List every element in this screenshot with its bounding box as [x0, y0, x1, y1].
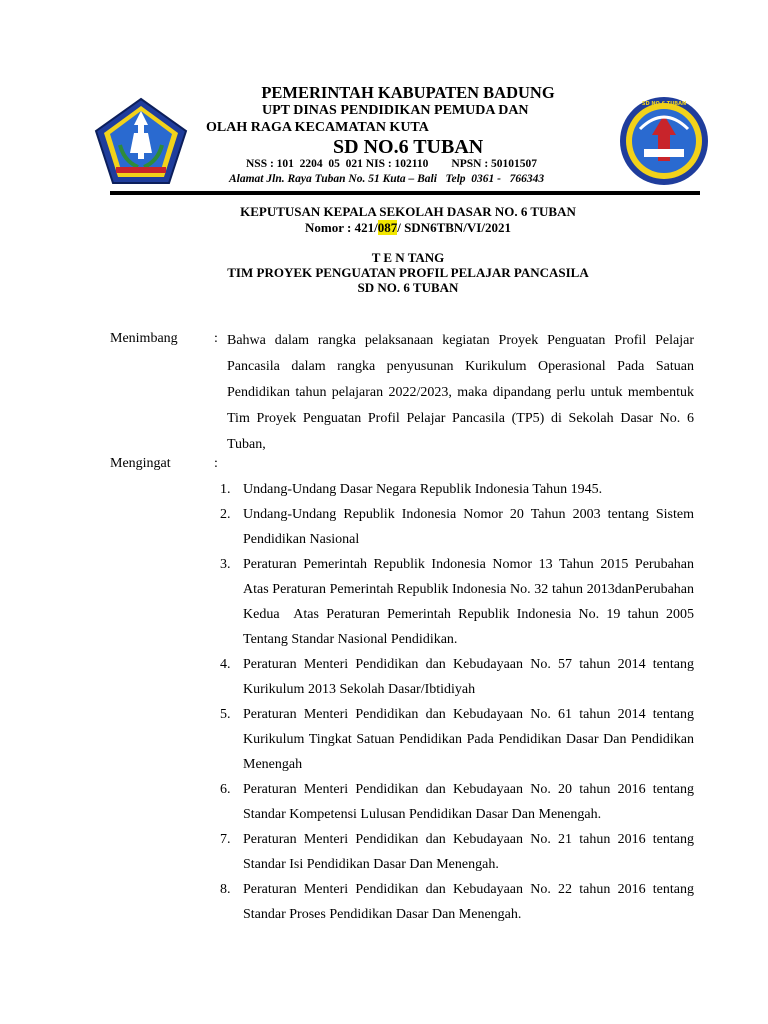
decree-number-prefix: Nomor : 421/: [305, 220, 378, 235]
letterhead-identifiers: NSS : 101 2204 05 021 NIS : 102110 NPSN : 50101507: [246, 158, 538, 170]
list-item: [216, 702, 694, 777]
mengingat-list: [216, 477, 698, 927]
letterhead-address: Alamat Jln. Raya Tuban No. 51 Kuta – Bali Telp 0361 - 766343: [229, 173, 545, 185]
letterhead-government: PEMERINTAH KABUPATEN BADUNG: [261, 83, 555, 102]
list-item-text: Undang-Undang Republik Indonesia Nomor 20 Tahun 2003 tentang Sistem Pendidikan Nasional: [243, 507, 694, 547]
list-item-number: 2.: [220, 507, 231, 522]
decree-number-highlight: 087: [377, 220, 398, 235]
list-item: [216, 502, 694, 552]
decree-tentang: T E N TANG: [371, 250, 445, 265]
list-item-number: 5.: [220, 707, 231, 722]
mengingat-colon: :: [214, 456, 218, 471]
letterhead-department-line1: UPT DINAS PENDIDIKAN PEMUDA DAN: [262, 103, 529, 118]
list-item-text: Peraturan Menteri Pendidikan dan Kebudayaan No. 61 tahun 2014 tentang Kurikulum Tingkat Satuan Pendidikan Pada Pendidikan Dasar Dan Pendidikan Menengah: [243, 707, 694, 772]
list-item-number: 6.: [220, 782, 231, 797]
list-item-number: 7.: [220, 832, 231, 847]
letterhead-divider: [110, 191, 700, 195]
letterhead-school-name: SD NO.6 TUBAN: [333, 136, 484, 158]
list-item: [216, 477, 694, 502]
letterhead-department-line2: OLAH RAGA KECAMATAN KUTA: [206, 120, 429, 135]
decree-title: KEPUTUSAN KEPALA SEKOLAH DASAR NO. 6 TUBAN: [240, 204, 576, 219]
menimbang-label: Menimbang: [110, 331, 178, 346]
list-item: [216, 552, 698, 652]
list-item-number: 4.: [220, 657, 231, 672]
decree-subject-line1: TIM PROYEK PENGUATAN PROFIL PELAJAR PANCASILA: [227, 265, 589, 280]
school-logo-text: SD NO.6 TUBAN: [641, 101, 687, 107]
badung-regency-logo: [94, 97, 188, 185]
list-item: [216, 827, 694, 877]
mengingat-label: Mengingat: [110, 456, 171, 471]
list-item-text: Peraturan Menteri Pendidikan dan Kebudayaan No. 57 tahun 2014 tentang Kurikulum 2013 Sekolah Dasar/Ibtidiyah: [243, 657, 694, 697]
list-item-text: Peraturan Pemerintah Republik Indonesia Nomor 13 Tahun 2015 Perubahan Atas Peraturan Pemerintah Republik Indonesia No. 32 tahun 2013danPerubahan Kedua Atas Peraturan Pemerintah Republik Indonesia No. 19 tahun 2005 Tentang Standar Nasional Pendidikan.: [243, 557, 698, 647]
list-item-text: Peraturan Menteri Pendidikan dan Kebudayaan No. 21 tahun 2016 tentang Standar Isi Pendidikan Dasar Dan Menengah.: [243, 832, 694, 872]
list-item-number: 8.: [220, 882, 231, 897]
decree-number: [0, 220, 768, 236]
menimbang-colon: :: [214, 331, 218, 346]
decree-subject-line2: SD NO. 6 TUBAN: [357, 280, 459, 295]
list-item: [216, 777, 694, 827]
school-logo: [618, 95, 710, 187]
list-item-text: Peraturan Menteri Pendidikan dan Kebudayaan No. 22 tahun 2016 tentang Standar Proses Pendidikan Dasar Dan Menengah.: [243, 882, 694, 922]
list-item-number: 3.: [220, 557, 231, 572]
list-item: [216, 652, 694, 702]
menimbang-text: Bahwa dalam rangka pelaksanaan kegiatan Proyek Penguatan Profil Pelajar Pancasila dalam rangka penyusunan Kurikulum Operasional Pada Satuan Pendidikan tahun pelajaran 2022/2023, maka dipandang perlu untuk membentuk Tim Proyek Penguatan Profil Pelajar Pancasila (TP5) di Sekolah Dasar No. 6 Tuban,: [227, 333, 694, 452]
list-item-number: 1.: [220, 482, 231, 497]
decree-number-suffix: / SDN6TBN/VI/2021: [397, 220, 511, 235]
list-item-text: Undang-Undang Dasar Negara Republik Indonesia Tahun 1945.: [243, 482, 603, 497]
list-item: [216, 877, 694, 927]
list-item-text: Peraturan Menteri Pendidikan dan Kebudayaan No. 20 tahun 2016 tentang Standar Kompetensi Lulusan Pendidikan Dasar Dan Menengah.: [243, 782, 694, 822]
